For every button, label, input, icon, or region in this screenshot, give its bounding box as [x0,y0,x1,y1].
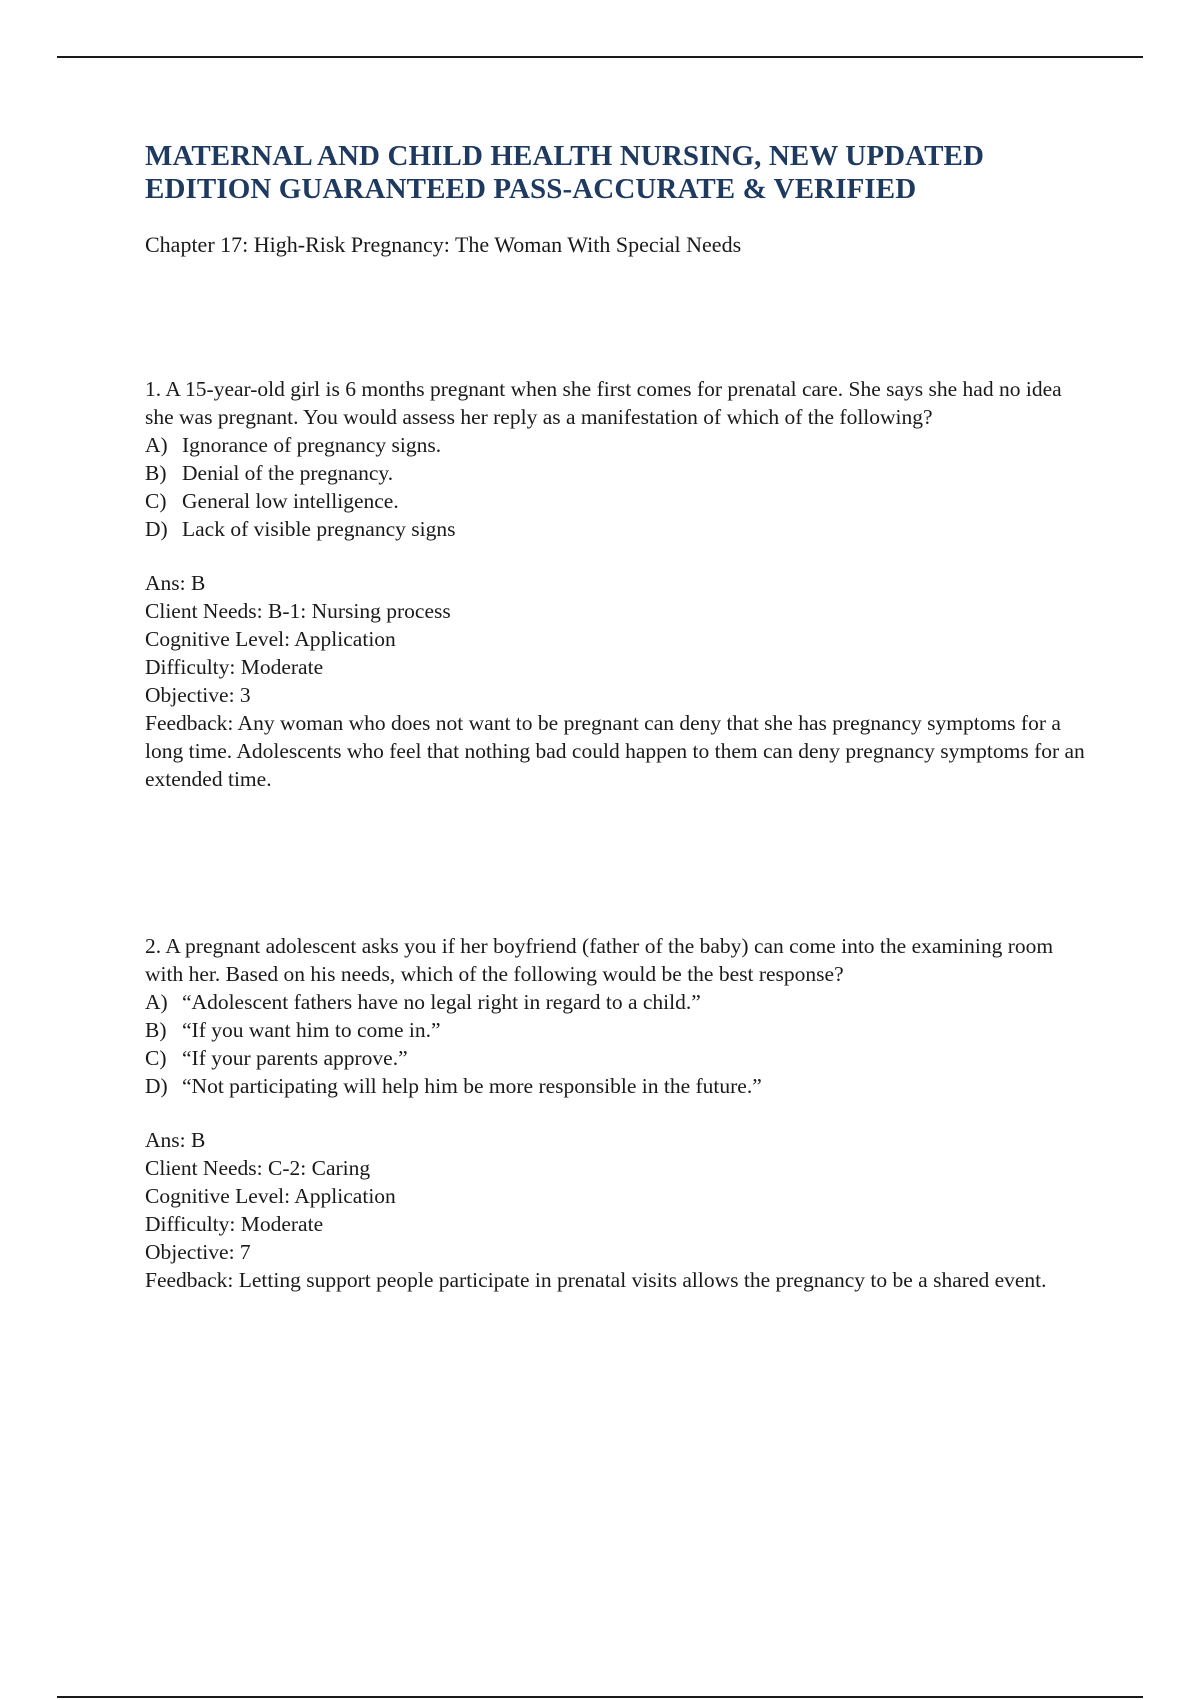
difficulty: Difficulty: Moderate [145,1212,324,1236]
option-text: “Adolescent fathers have no legal right in regard to a child.” [182,990,701,1014]
option-text: General low intelligence. [182,489,399,513]
option-c [145,487,1095,515]
chapter-heading: Chapter 17: High-Risk Pregnancy: The Woman With Special Needs [145,232,742,257]
option-letter: C) [145,1046,167,1070]
answer-key: Ans: B [145,1128,206,1152]
option-letter: B) [145,461,167,485]
option-b [145,459,1095,487]
difficulty: Difficulty: Moderate [145,655,324,679]
option-d [145,1072,1095,1100]
answer-options [145,988,1095,1100]
top-rule [57,56,1143,58]
objective: Objective: 7 [145,1240,251,1264]
document-title: MATERNAL AND CHILD HEALTH NURSING, NEW UPDATED EDITION GUARANTEED PASS-ACCURATE & VERIFIED [145,140,985,205]
option-letter: A) [145,990,168,1014]
option-text: Ignorance of pregnancy signs. [182,433,442,457]
objective: Objective: 3 [145,683,251,707]
option-a [145,988,1095,1016]
option-letter: B) [145,1018,167,1042]
option-text: Denial of the pregnancy. [182,461,394,485]
option-d [145,515,1095,543]
answer-key: Ans: B [145,571,206,595]
option-text: “Not participating will help him be more responsible in the future.” [182,1074,762,1098]
cognitive-level: Cognitive Level: Application [145,627,396,651]
question-stem: 1. A 15-year-old girl is 6 months pregnant when she first comes for prenatal care. She says she had no idea she was pregnant. You would assess her reply as a manifestation of which of the following? [145,377,1062,429]
option-letter: D) [145,517,168,541]
option-letter: A) [145,433,168,457]
option-letter: D) [145,1074,168,1098]
bottom-rule [57,1696,1143,1698]
client-needs: Client Needs: B-1: Nursing process [145,599,451,623]
answer-metadata [145,569,1095,793]
document-content [145,140,1095,1292]
answer-options [145,431,1095,543]
option-text: Lack of visible pregnancy signs [182,517,456,541]
option-letter: C) [145,489,167,513]
option-a [145,431,1095,459]
option-text: “If you want him to come in.” [182,1018,441,1042]
feedback: Feedback: Any woman who does not want to be pregnant can deny that she has pregnancy symptoms for a long time. Adolescents who feel that nothing bad could happen to them can deny pregnancy symptoms for an extended time. [145,711,1085,791]
cognitive-level: Cognitive Level: Application [145,1184,396,1208]
question-stem: 2. A pregnant adolescent asks you if her boyfriend (father of the baby) can come into the examining room with her. Based on his needs, which of the following would be the best response? [145,934,1054,986]
question-1 [145,375,1095,793]
option-b [145,1016,1095,1044]
feedback: Feedback: Letting support people participate in prenatal visits allows the pregnancy to be a shared event. [145,1268,1047,1292]
option-text: “If your parents approve.” [182,1046,408,1070]
answer-metadata [145,1126,1095,1294]
client-needs: Client Needs: C-2: Caring [145,1156,371,1180]
option-c [145,1044,1095,1072]
question-2 [145,932,1095,1294]
